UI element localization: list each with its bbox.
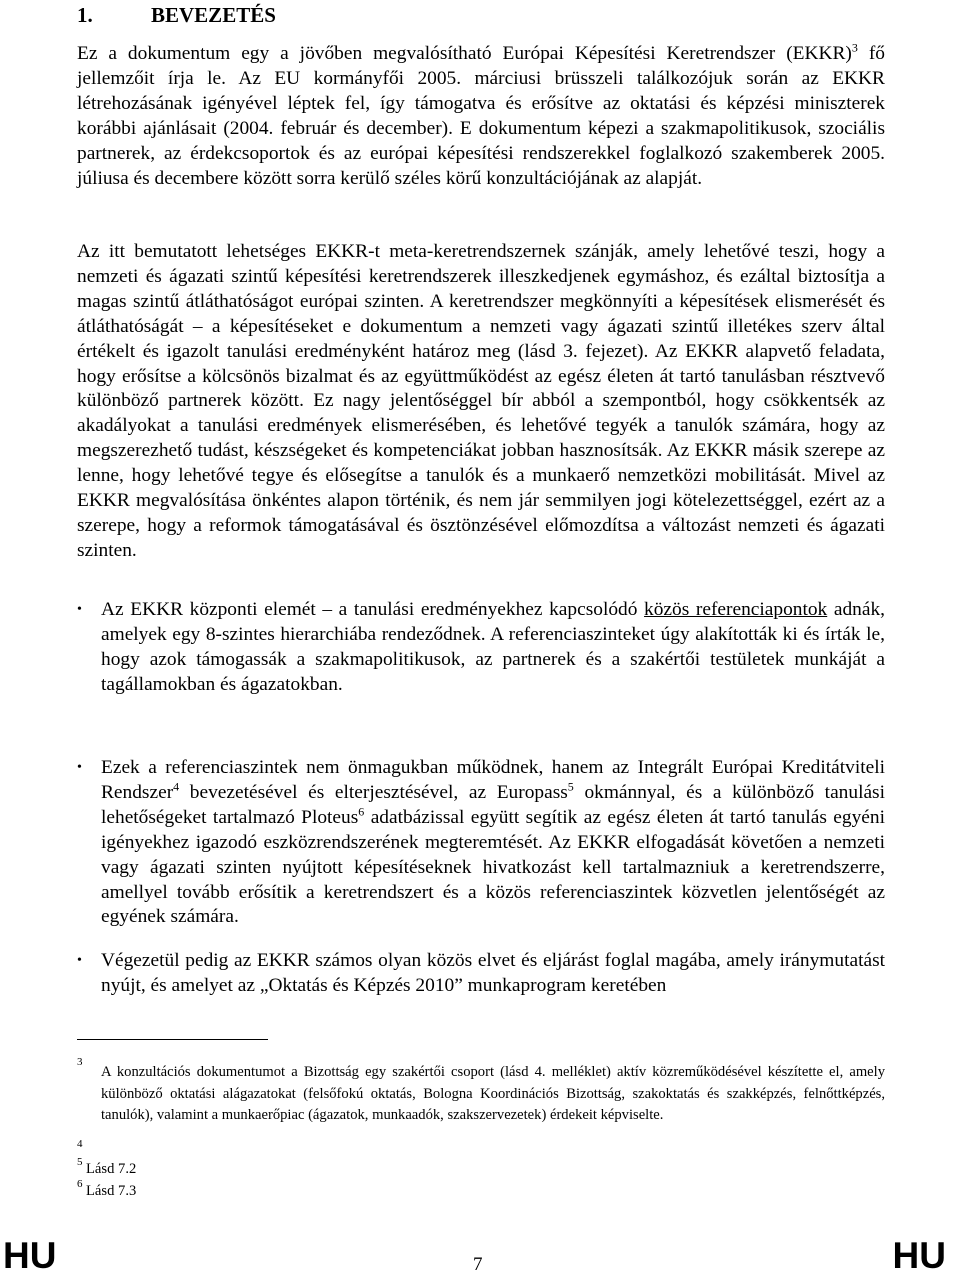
bullet-icon: •: [77, 760, 82, 775]
list-item: [77, 949, 885, 999]
list-item: [77, 598, 885, 698]
list-item: [77, 756, 885, 930]
bullet-icon: •: [77, 602, 82, 617]
footnote-separator: [77, 1039, 268, 1040]
footnote-ref-3[interactable]: 3: [851, 40, 858, 55]
footnote-ref-6[interactable]: 6: [358, 804, 365, 819]
underlined-term: közös referenciapontok: [644, 599, 828, 620]
bullet2-text-c: okmánnyal, és a különböző tanulási lehetőségeket tartalmazó Ploteus: [101, 781, 885, 828]
intro-paragraph: [77, 42, 885, 191]
body-paragraph: Az itt bemutatott lehetséges EKKR-t meta-keretrendszernek szánják, amely lehetővé teszi, hogy a nemzeti és ágazati szintű képesítési keretrendszerek illeszkedjenek egymáshoz, és ezáltal biztosítja a magas szintű átláthatóságot európai szinten. A keretrendszer megkönnyíti a képesítések elismerését és átláthatóságát – a képesítéseket e dokumentum a nemzeti vagy ágazati szintű illetékes szerv által értékelt és igazolt tanulási eredményként határoz meg (lásd 3. fejezet). Az EKKR alapvető feladata, hogy erősítse a kölcsönös bizalmat és az együttműködést az egész életen át tartó tanulásban résztvevő különböző partnerek között. Ez nagy jelentőséggel bír abból a szempontból, hogy csökkentsék az akadályokat a tanulási eredmények elismerésében, és lehetővé tegyék a tanulók számára, hogy az megszerezhető tudást, készségeket és kompetenciákat jobban hasznosítsák. Az EKKR másik szerepe az lenne, hogy lehetővé tegye és elősegítse a tanulók és a munkaerő nemzetközi mobilitását. Mivel az EKKR megvalósítása önkéntes alapon történik, és nem jár semmilyen jogi kötelezettséggel, ezért az a szerepe, hogy a reformok támogatásával és ösztönzésével előmozdítsa a változást nemzeti és ágazati szinten.: [77, 241, 885, 561]
bullet2-text-a: Ezek a referenciaszintek nem önmagukban működnek, hanem az Integrált Európai Kreditátviteli Rendszer: [101, 757, 885, 803]
bullet-icon: •: [77, 953, 82, 968]
intro-text-b: fő jellemzőit írja le. Az EU kormányfői 2005. márciusi brüsszeli találkozójuk során az EKKR létrehozásának igényével léptek fel, így támogatva és erősítve az oktatási és képzési miniszterek korábbi ajánlásait (2004. február és december). E dokumentum képezi a szakmapolitikusok, szociális partnerek, az érdekcsoportok és az európai képesítési rendszerekkel foglalkozó szakemberek 2005. júliusa és decembere között sorra kerülő széles körű konzultációjának az alapját.: [77, 43, 885, 189]
bullet1-text-b: adnák, amelyek egy 8-szintes hierarchiába rendeződnek. A referenciaszinteket úgy alakították ki és írták le, hogy azok támogassák a szakmapolitikusok, az partnerek és a szakértői testületek munkáját a tagállamokban és ágazatokban.: [101, 599, 885, 695]
bullet2-text-d: adatbázissal együtt segítik az egész életen át tartó tanulás egyéni igényekhez igazodó eszközrendszerének megteremtését. Az EKKR elfogadását követően a nemzeti vagy ágazati szinten nyújtott képesítéseknek hivatkozást kell tartalmazniuk a keretrendszerre, amellyel tovább erősítik a keretrendszert és a közös referenciaszintek közvetlen jelentőségét az egyének számára.: [101, 806, 885, 928]
footnote-text: Lásd 7.2: [86, 1161, 137, 1177]
footnote-text: A konzultációs dokumentumot a Bizottság egy szakértői csoport (lásd 4. melléklet) aktív közreműködésével készítette el, amely különböző oktatási alágazatokat (felsőfokú oktatás, Bologna Koordinációs Bizottság, szakoktatás és szakképzés, felnőttképzés, tanulók), valamint a munkaerőpiac (ágazatok, munkaadók, szakszervezetek) érdekeit képviselte.: [101, 1064, 885, 1123]
footnote-mark: 4: [77, 1138, 83, 1150]
bullet-list-1: [77, 598, 885, 698]
footnote-ref-4[interactable]: 4: [173, 779, 180, 794]
section-heading: [77, 2, 276, 28]
page-number: 7: [473, 1254, 483, 1275]
intro-text-a: Ez a dokumentum egy a jövőben megvalósítható Európai Képesítési Keretrendszer (EKKR): [77, 43, 852, 64]
bullet-list-2: [77, 756, 885, 930]
bullet2-text-b: bevezetésével és elterjesztésével, az Europass: [179, 781, 568, 803]
section-number: 1.: [77, 3, 93, 27]
bullet-list-3: [77, 949, 885, 999]
bullet1-text-a: Az EKKR központi elemét – a tanulási eredményekhez kapcsolódó: [101, 599, 645, 620]
bullet3-text: Végezetül pedig az EKKR számos olyan közös elvet és eljárást foglal magába, amely iránymutatást nyújt, és amelyet az „Oktatás és Képzés 2010” munkaprogram keretében: [101, 950, 885, 996]
section-title: BEVEZETÉS: [151, 3, 276, 27]
footer-language-left: HU: [3, 1235, 57, 1276]
footnote-mark: 5: [77, 1156, 83, 1168]
footnote-mark: 6: [77, 1178, 83, 1190]
footnote-mark: 3: [77, 1056, 83, 1068]
footer-language-right: HU: [892, 1235, 946, 1276]
footnote-ref-5[interactable]: 5: [567, 779, 574, 794]
footnote-text: Lásd 7.3: [86, 1183, 137, 1199]
